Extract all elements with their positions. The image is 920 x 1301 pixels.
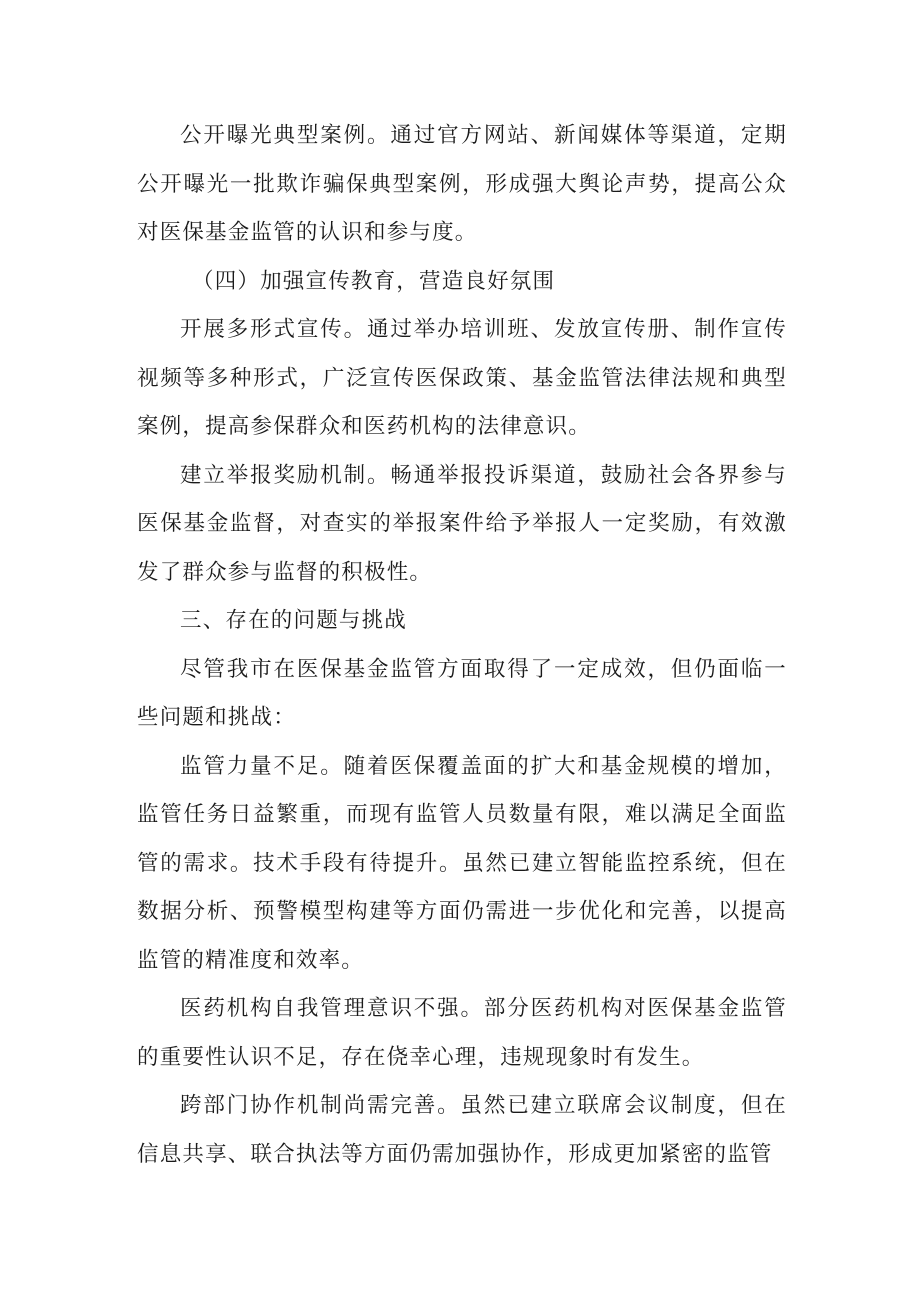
- section-heading-publicity-education: （四）加强宣传教育，营造良好氛围: [192, 268, 556, 294]
- paragraph-public-exposure: 公开曝光典型案例。通过官方网站、新闻媒体等渠道，定期公开曝光一批欺诈骗保典型案例，形成强大舆论声势，提高公众对医保基金监管的认识和参与度。: [137, 123, 787, 245]
- paragraph-reporting-reward: 建立举报奖励机制。畅通举报投诉渠道，鼓励社会各界参与医保基金监督，对查实的举报案件给予举报人一定奖励，有效激发了群众参与监督的积极性。: [137, 462, 787, 585]
- paragraph-cross-department: 跨部门协作机制尚需完善。虽然已建立联席会议制度，但在信息共享、联合执法等方面仍需加强协作，形成更加紧密的监管: [137, 1093, 787, 1167]
- paragraph-self-management: 医药机构自我管理意识不强。部分医药机构对医保基金监管的重要性认识不足，存在侥幸心理，违规现象时有发生。: [137, 996, 787, 1070]
- paragraph-insufficient-supervision: 监管力量不足。随着医保覆盖面的扩大和基金规模的增加，监管任务日益繁重，而现有监管人员数量有限，难以满足全面监管的需求。技术手段有待提升。虽然已建立智能监控系统，但在数据分析、预警模型构建等方面仍需进一步优化和完善，以提高监管的精准度和效率。: [137, 753, 787, 973]
- document-body: [137, 112, 787, 1179]
- paragraph-multi-form-publicity: 开展多形式宣传。通过举办培训班、发放宣传册、制作宣传视频等多种形式，广泛宣传医保政策、基金监管法律法规和典型案例，提高参保群众和医药机构的法律意识。: [137, 317, 787, 439]
- paragraph-problems-intro: 尽管我市在医保基金监管方面取得了一定成效，但仍面临一些问题和挑战：: [137, 656, 787, 730]
- chapter-heading-problems: 三、存在的问题与挑战: [180, 608, 408, 633]
